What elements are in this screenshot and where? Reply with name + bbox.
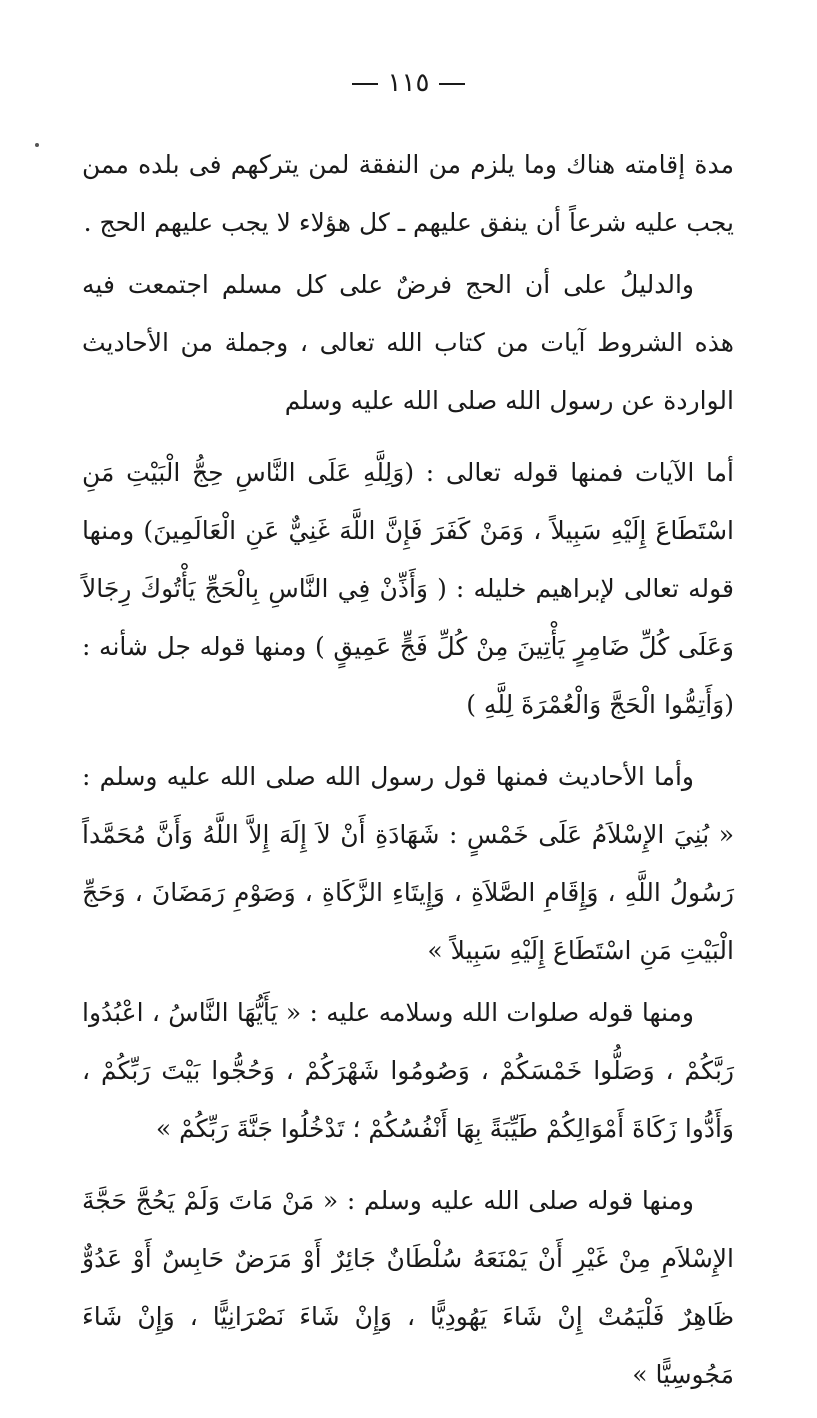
paragraph-continuation: مدة إقامته هناك وما يلزم من النفقة لمن يتركهم فى بلده ممن يجب عليه شرعاً أن ينفق عليهم ـ كل هؤلاء لا يجب عليهم الحج . — [82, 150, 734, 237]
paragraph-hadith-pillars: وأما الأحاديث فمنها قول رسول الله صلى الله عليه وسلم : « بُنِيَ الإِسْلاَمُ عَلَى خَمْسٍ : شَهَادَةِ أَنْ لاَ إِلَهَ إِلاَّ اللَّهُ وَأَنَّ مُحَمَّداً رَسُولُ اللَّهِ ، وَإِقَامِ الصَّلاَةِ ، وَإِيتَاءِ الزَّكَاةِ ، وَصَوْمِ رَمَضَانَ ، وَحَجِّ الْبَيْتِ مَنِ اسْتَطَاعَ إِلَيْهِ سَبِيلاً » — [82, 762, 734, 965]
header-dash-right — [439, 83, 465, 85]
paragraph-verses: أما الآيات فمنها قوله تعالى : (وَلِلَّهِ عَلَى النَّاسِ حِجُّ الْبَيْتِ مَنِ اسْتَطَاعَ إِلَيْهِ سَبِيلاً ، وَمَنْ كَفَرَ فَإِنَّ اللَّهَ غَنِيٌّ عَنِ الْعَالَمِينَ) ومنها قوله تعالى لإبراهيم خليله : ( وَأَذِّنْ فِي النَّاسِ بِالْحَجِّ يَأْتُوكَ رِجَالاً وَعَلَى كُلِّ ضَامِرٍ يَأْتِينَ مِنْ كُلِّ فَجٍّ عَمِيقٍ ) ومنها قوله جل شأنه : (وَأَتِمُّوا الْحَجَّ وَالْعُمْرَةَ لِلَّهِ ) — [82, 458, 734, 719]
body-text — [82, 136, 734, 1418]
paragraph-hadith-warning: ومنها قوله صلى الله عليه وسلم : « مَنْ مَاتَ وَلَمْ يَحُجَّ حَجَّةَ الإِسْلاَمِ مِنْ غَيْرِ أَنْ يَمْنَعَهُ سُلْطَانٌ جَائِرٌ أَوْ مَرَضٌ حَابِسٌ أَوْ عَدُوٌّ ظَاهِرٌ فَلْيَمُتْ إِنْ شَاءَ يَهُودِيًّا ، وَإِنْ شَاءَ نَصْرَانِيًّا ، وَإِنْ شَاءَ مَجُوسِيًّا » — [82, 1186, 734, 1389]
page-number: ١١٥ — [387, 68, 430, 98]
paragraph-evidence-intro: والدليلُ على أن الحج فرضٌ على كل مسلم اجتمعت فيه هذه الشروط آيات من كتاب الله تعالى ، وجملة من الأحاديث الواردة عن رسول الله صلى الله عليه وسلم — [82, 270, 734, 415]
scan-speck — [35, 143, 39, 147]
paragraph-hadith-worship: ومنها قوله صلوات الله وسلامه عليه : « يَأَيُّهَا النَّاسُ ، اعْبُدُوا رَبَّكُمْ ، وَصَلُّوا خَمْسَكُمْ ، وَصُومُوا شَهْرَكُمْ ، وَحُجُّوا بَيْتَ رَبِّكُمْ ، وَأَدُّوا زَكَاةَ أَمْوَالِكُمْ طَيِّبَةً بِهَا أَنْفُسُكُمْ ؛ تَدْخُلُوا جَنَّةَ رَبِّكُمْ » — [82, 998, 734, 1143]
page-header — [0, 68, 817, 98]
header-dash-left — [352, 83, 378, 85]
